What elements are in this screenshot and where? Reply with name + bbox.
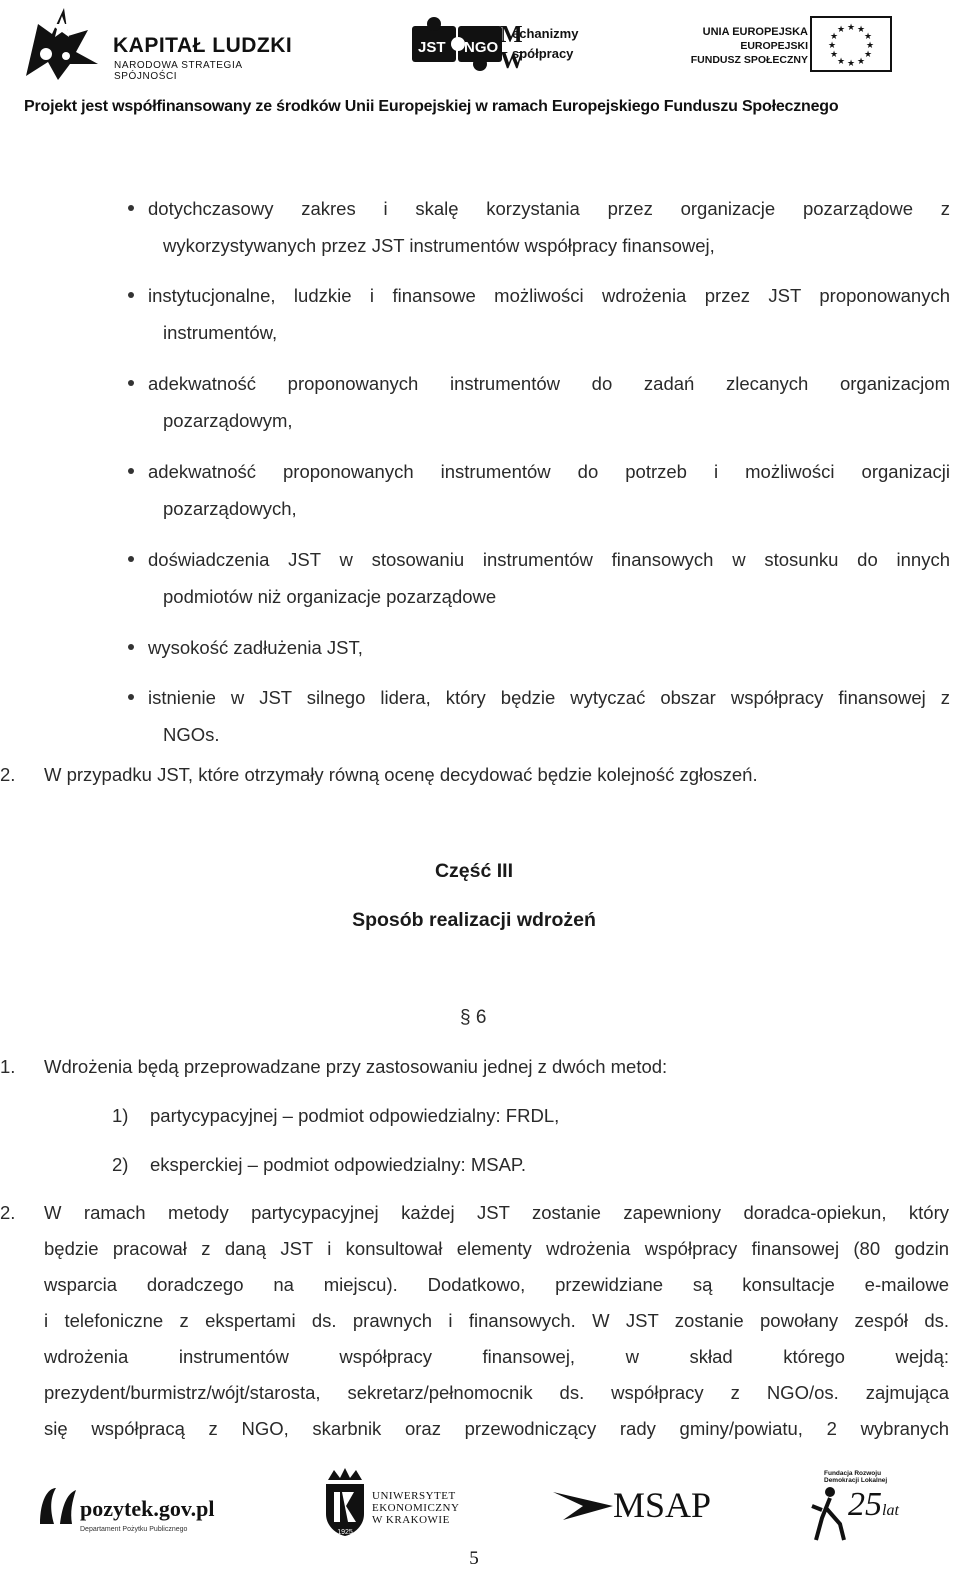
- uek-name-line: W KRAKOWIE: [372, 1514, 450, 1526]
- svg-text:★: ★: [856, 57, 866, 67]
- list-item-line: podmiotów niż organizacje pozarządowe: [163, 586, 497, 607]
- paragraph-text: W przypadku JST, które otrzymały równą ocenę decydować będzie kolejność zgłoszeń.: [44, 764, 758, 785]
- list-item-line: adekwatność proponowanych instrumentów do zadań zlecanych organizacjom: [148, 373, 950, 394]
- method-text: eksperckiej – podmiot odpowiedzialny: MSAP.: [150, 1154, 527, 1175]
- list-item-line: doświadczenia JST w stosowaniu instrumentów finansowych w stosunku do innych: [148, 549, 950, 570]
- paragraph-text: Wdrożenia będą przeprowadzane przy zastosowaniu jednej z dwóch metod:: [44, 1056, 668, 1077]
- method-text: partycypacyjnej – podmiot odpowiedzialny: FRDL,: [150, 1105, 560, 1126]
- list-item-line: pozarządowym,: [163, 410, 293, 431]
- page-number: 5: [469, 1548, 479, 1569]
- list-item-line: NGOs.: [163, 724, 220, 745]
- puzzle-icon: [408, 12, 524, 80]
- frdl-figure-icon: [812, 1484, 852, 1544]
- list-item-line: instytucjonalne, ludzkie i finansowe możliwości wdrożenia przez JST proponowanych: [148, 285, 950, 306]
- frdl-name: [824, 1470, 887, 1484]
- pozytek-hands-icon: [36, 1480, 78, 1528]
- svg-text:★: ★: [829, 32, 839, 42]
- eu-flag-icon: [810, 16, 892, 72]
- svg-text:M: M: [500, 22, 523, 48]
- kapital-ludzki-subtitle: NARODOWA STRATEGIA SPÓJNOŚCI: [114, 60, 243, 82]
- jst-logo-line1: echanizmy: [512, 26, 579, 41]
- paragraph-line: i telefoniczne z ekspertami ds. prawnych i finansowych. W JST zostanie powołany zespół ds.: [44, 1310, 949, 1331]
- svg-text:1925: 1925: [337, 1529, 353, 1536]
- frdl-logo: [812, 1466, 922, 1546]
- paragraph-line: będzie pracował z daną JST i konsultował elementy wdrożenia współpracy finansowej (80 godzin: [44, 1238, 949, 1259]
- svg-text:W: W: [500, 48, 524, 74]
- frdl-anniversary-number: 25: [848, 1486, 882, 1523]
- svg-text:★: ★: [865, 41, 875, 51]
- paragraph-line: wsparcia doradczego na miejscu). Dodatkowo, przewidziane są konsultacje e-mailowe: [44, 1274, 949, 1295]
- eu-logo-line2: EUROPEJSKI: [740, 40, 808, 52]
- paragraph-line: W ramach metody partycypacyjnej każdej JST zostanie zapewniony doradca-opiekun, który: [44, 1202, 949, 1223]
- msap-text: MSAP: [613, 1485, 712, 1525]
- frdl-name-line: Fundacja Rozwoju: [824, 1470, 882, 1477]
- jst-ngo-logo: [408, 12, 598, 82]
- svg-text:★: ★: [846, 23, 856, 33]
- msap-logo: [553, 1484, 723, 1534]
- pozytek-text: pozytek.gov.pl: [80, 1496, 215, 1521]
- frdl-anniversary-label: lat: [882, 1502, 899, 1519]
- bullet-icon: [128, 205, 134, 211]
- part-subheading: Sposób realizacji wdrożeń: [352, 909, 596, 931]
- list-item-line: dotychczasowy zakres i skalę korzystania przez organizacje pozarządowe z: [148, 198, 950, 219]
- uek-name-line: EKONOMICZNY: [372, 1502, 460, 1514]
- list-item-line: instrumentów,: [163, 322, 278, 343]
- eu-logo-line3: FUNDUSZ SPOŁECZNY: [690, 54, 808, 66]
- paragraph-number: 1.: [0, 1056, 16, 1077]
- method-number: 1): [112, 1105, 129, 1126]
- jst-logo-line2: spółpracy: [512, 46, 574, 61]
- paragraph-line: prezydent/burmistrz/wójt/starosta, sekretarz/pełnomocnik ds. współpracy z NGO/os. zajmująca: [44, 1382, 949, 1403]
- svg-text:★: ★: [836, 57, 846, 67]
- paragraph-line: się współpracą z NGO, skarbnik oraz przewodniczący rady gminy/powiatu, 2 wybranych: [44, 1418, 949, 1439]
- bullet-icon: [128, 468, 134, 474]
- svg-text:★: ★: [863, 50, 873, 60]
- uek-name: [372, 1490, 459, 1526]
- kapital-ludzki-emblem-icon: [18, 4, 108, 84]
- paragraph-line: wdrożenia instrumentów współpracy finansowej, w skład którego wejdą:: [44, 1346, 949, 1367]
- bullet-icon: [128, 644, 134, 650]
- page-header: [0, 0, 960, 125]
- method-item: [112, 1154, 526, 1176]
- msap-swoosh-icon: [553, 1484, 617, 1528]
- bullet-icon: [128, 292, 134, 298]
- pozytek-subtext: Departament Pożytku Publicznego: [80, 1526, 188, 1533]
- section-number: § 6: [460, 1007, 487, 1028]
- uek-logo: [322, 1468, 472, 1548]
- bullet-icon: [128, 556, 134, 562]
- paragraph-number: 2.: [0, 1202, 16, 1223]
- svg-text:★: ★: [863, 32, 873, 42]
- uek-crest-icon: [322, 1468, 368, 1538]
- project-cofinancing-note: Projekt jest współfinansowany ze środków Unii Europejskiej w ramach Europejskiego Funduszu Społecznego: [24, 98, 839, 115]
- bullet-icon: [128, 380, 134, 386]
- eu-logo: [688, 14, 898, 84]
- svg-text:★: ★: [836, 25, 846, 35]
- paragraph-number: 2.: [0, 764, 16, 785]
- part-heading: Część III: [434, 860, 514, 882]
- list-item-line: pozarządowych,: [163, 498, 297, 519]
- kapital-ludzki-logo: [18, 4, 308, 84]
- list-item-line: wysokość zadłużenia JST,: [148, 637, 363, 658]
- method-item: [112, 1105, 559, 1127]
- pozytek-logo: [36, 1480, 236, 1540]
- list-item-line: istnienie w JST silnego lidera, który będzie wytyczać obszar współpracy finansowej z: [148, 687, 950, 708]
- eu-logo-line1: UNIA EUROPEJSKA: [702, 26, 808, 38]
- frdl-name-line: Demokracji Lokalnej: [824, 1477, 888, 1484]
- bullet-icon: [128, 694, 134, 700]
- list-item-line: adekwatność proponowanych instrumentów do potrzeb i możliwości organizacji: [148, 461, 950, 482]
- list-item-line: wykorzystywanych przez JST instrumentów współpracy finansowej,: [163, 235, 715, 256]
- svg-text:JST: JST: [418, 39, 446, 56]
- svg-text:NGO: NGO: [464, 39, 499, 56]
- kapital-ludzki-title: KAPITAŁ LUDZKI: [113, 34, 293, 57]
- svg-text:★: ★: [829, 50, 839, 60]
- svg-text:★: ★: [827, 41, 837, 51]
- uek-name-line: UNIWERSYTET: [372, 1490, 456, 1502]
- svg-text:★: ★: [846, 59, 856, 69]
- frdl-anniversary: [848, 1486, 899, 1524]
- method-number: 2): [112, 1154, 129, 1175]
- svg-text:★: ★: [856, 25, 866, 35]
